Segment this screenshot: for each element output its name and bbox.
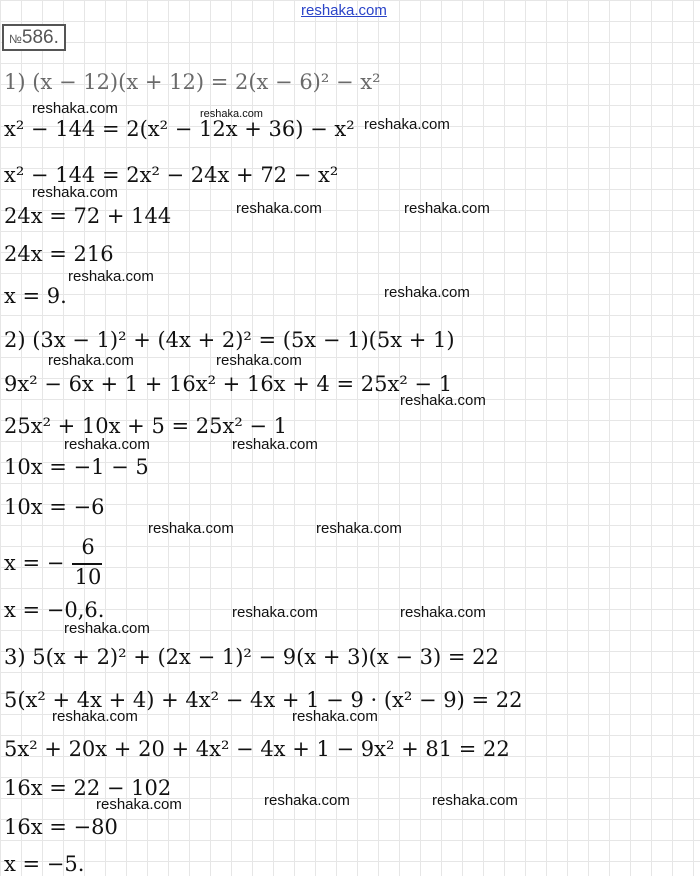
watermark: reshaka.com — [32, 100, 118, 117]
equation-line-18: 16x = −80 — [4, 815, 118, 839]
watermark: reshaka.com — [148, 520, 234, 537]
equation-line-7: 2) (3x − 1)² + (4x + 2)² = (5x − 1)(5x + 1) — [4, 328, 455, 352]
watermark: reshaka.com — [384, 284, 470, 301]
equation-line-15: 5(x² + 4x + 4) + 4x² − 4x + 1 − 9 · (x² − 9) = 22 — [4, 688, 523, 712]
equation-line-10: 10x = −1 − 5 — [4, 455, 149, 479]
equation-line-5: 24x = 216 — [4, 242, 114, 266]
watermark: reshaka.com — [232, 436, 318, 453]
watermark: reshaka.com — [236, 200, 322, 217]
watermark: reshaka.com — [404, 200, 490, 217]
watermark: reshaka.com — [264, 792, 350, 809]
fraction-lhs: x = − — [4, 551, 65, 575]
watermark: reshaka.com — [96, 796, 182, 813]
equation-line-16: 5x² + 20x + 20 + 4x² − 4x + 1 − 9x² + 81 = 22 — [4, 737, 510, 761]
watermark: reshaka.com — [432, 792, 518, 809]
watermark: reshaka.com — [232, 604, 318, 621]
equation-line-14: 3) 5(x + 2)² + (2x − 1)² − 9(x + 3)(x − 3) = 22 — [4, 645, 499, 669]
fraction-denominator: 10 — [74, 565, 102, 589]
equation-line-19: x = −5. — [4, 852, 85, 876]
fraction-numerator: 6 — [81, 535, 95, 559]
equation-line-6: x = 9. — [4, 284, 67, 308]
equation-line-4: 24x = 72 + 144 — [4, 204, 172, 228]
equation-line-17: 16x = 22 − 102 — [4, 776, 172, 800]
equation-line-2: x² − 144 = 2(x² − 12x + 36) − x² — [4, 117, 355, 141]
watermark: reshaka.com — [400, 604, 486, 621]
watermark: reshaka.com — [200, 108, 263, 120]
watermark: reshaka.com — [52, 708, 138, 725]
site-link[interactable]: reshaka.com — [301, 2, 387, 19]
watermark: reshaka.com — [216, 352, 302, 369]
watermark: reshaka.com — [32, 184, 118, 201]
fraction-equation — [4, 535, 124, 593]
equation-line-1: 1) (x − 12)(x + 12) = 2(x − 6)² − x² — [4, 70, 381, 94]
number-sign: № — [9, 32, 22, 46]
problem-number: 586. — [21, 27, 59, 48]
watermark: reshaka.com — [64, 620, 150, 637]
problem-number-badge — [2, 24, 66, 51]
equation-line-11: 10x = −6 — [4, 495, 105, 519]
equation-line-13: x = −0,6. — [4, 598, 105, 622]
watermark: reshaka.com — [316, 520, 402, 537]
equation-line-8: 9x² − 6x + 1 + 16x² + 16x + 4 = 25x² − 1 — [4, 372, 453, 396]
watermark: reshaka.com — [292, 708, 378, 725]
watermark: reshaka.com — [364, 116, 450, 133]
equation-line-9: 25x² + 10x + 5 = 25x² − 1 — [4, 414, 288, 438]
watermark: reshaka.com — [64, 436, 150, 453]
equation-line-3: x² − 144 = 2x² − 24x + 72 − x² — [4, 163, 339, 187]
watermark: reshaka.com — [48, 352, 134, 369]
watermark: reshaka.com — [68, 268, 154, 285]
watermark: reshaka.com — [400, 392, 486, 409]
